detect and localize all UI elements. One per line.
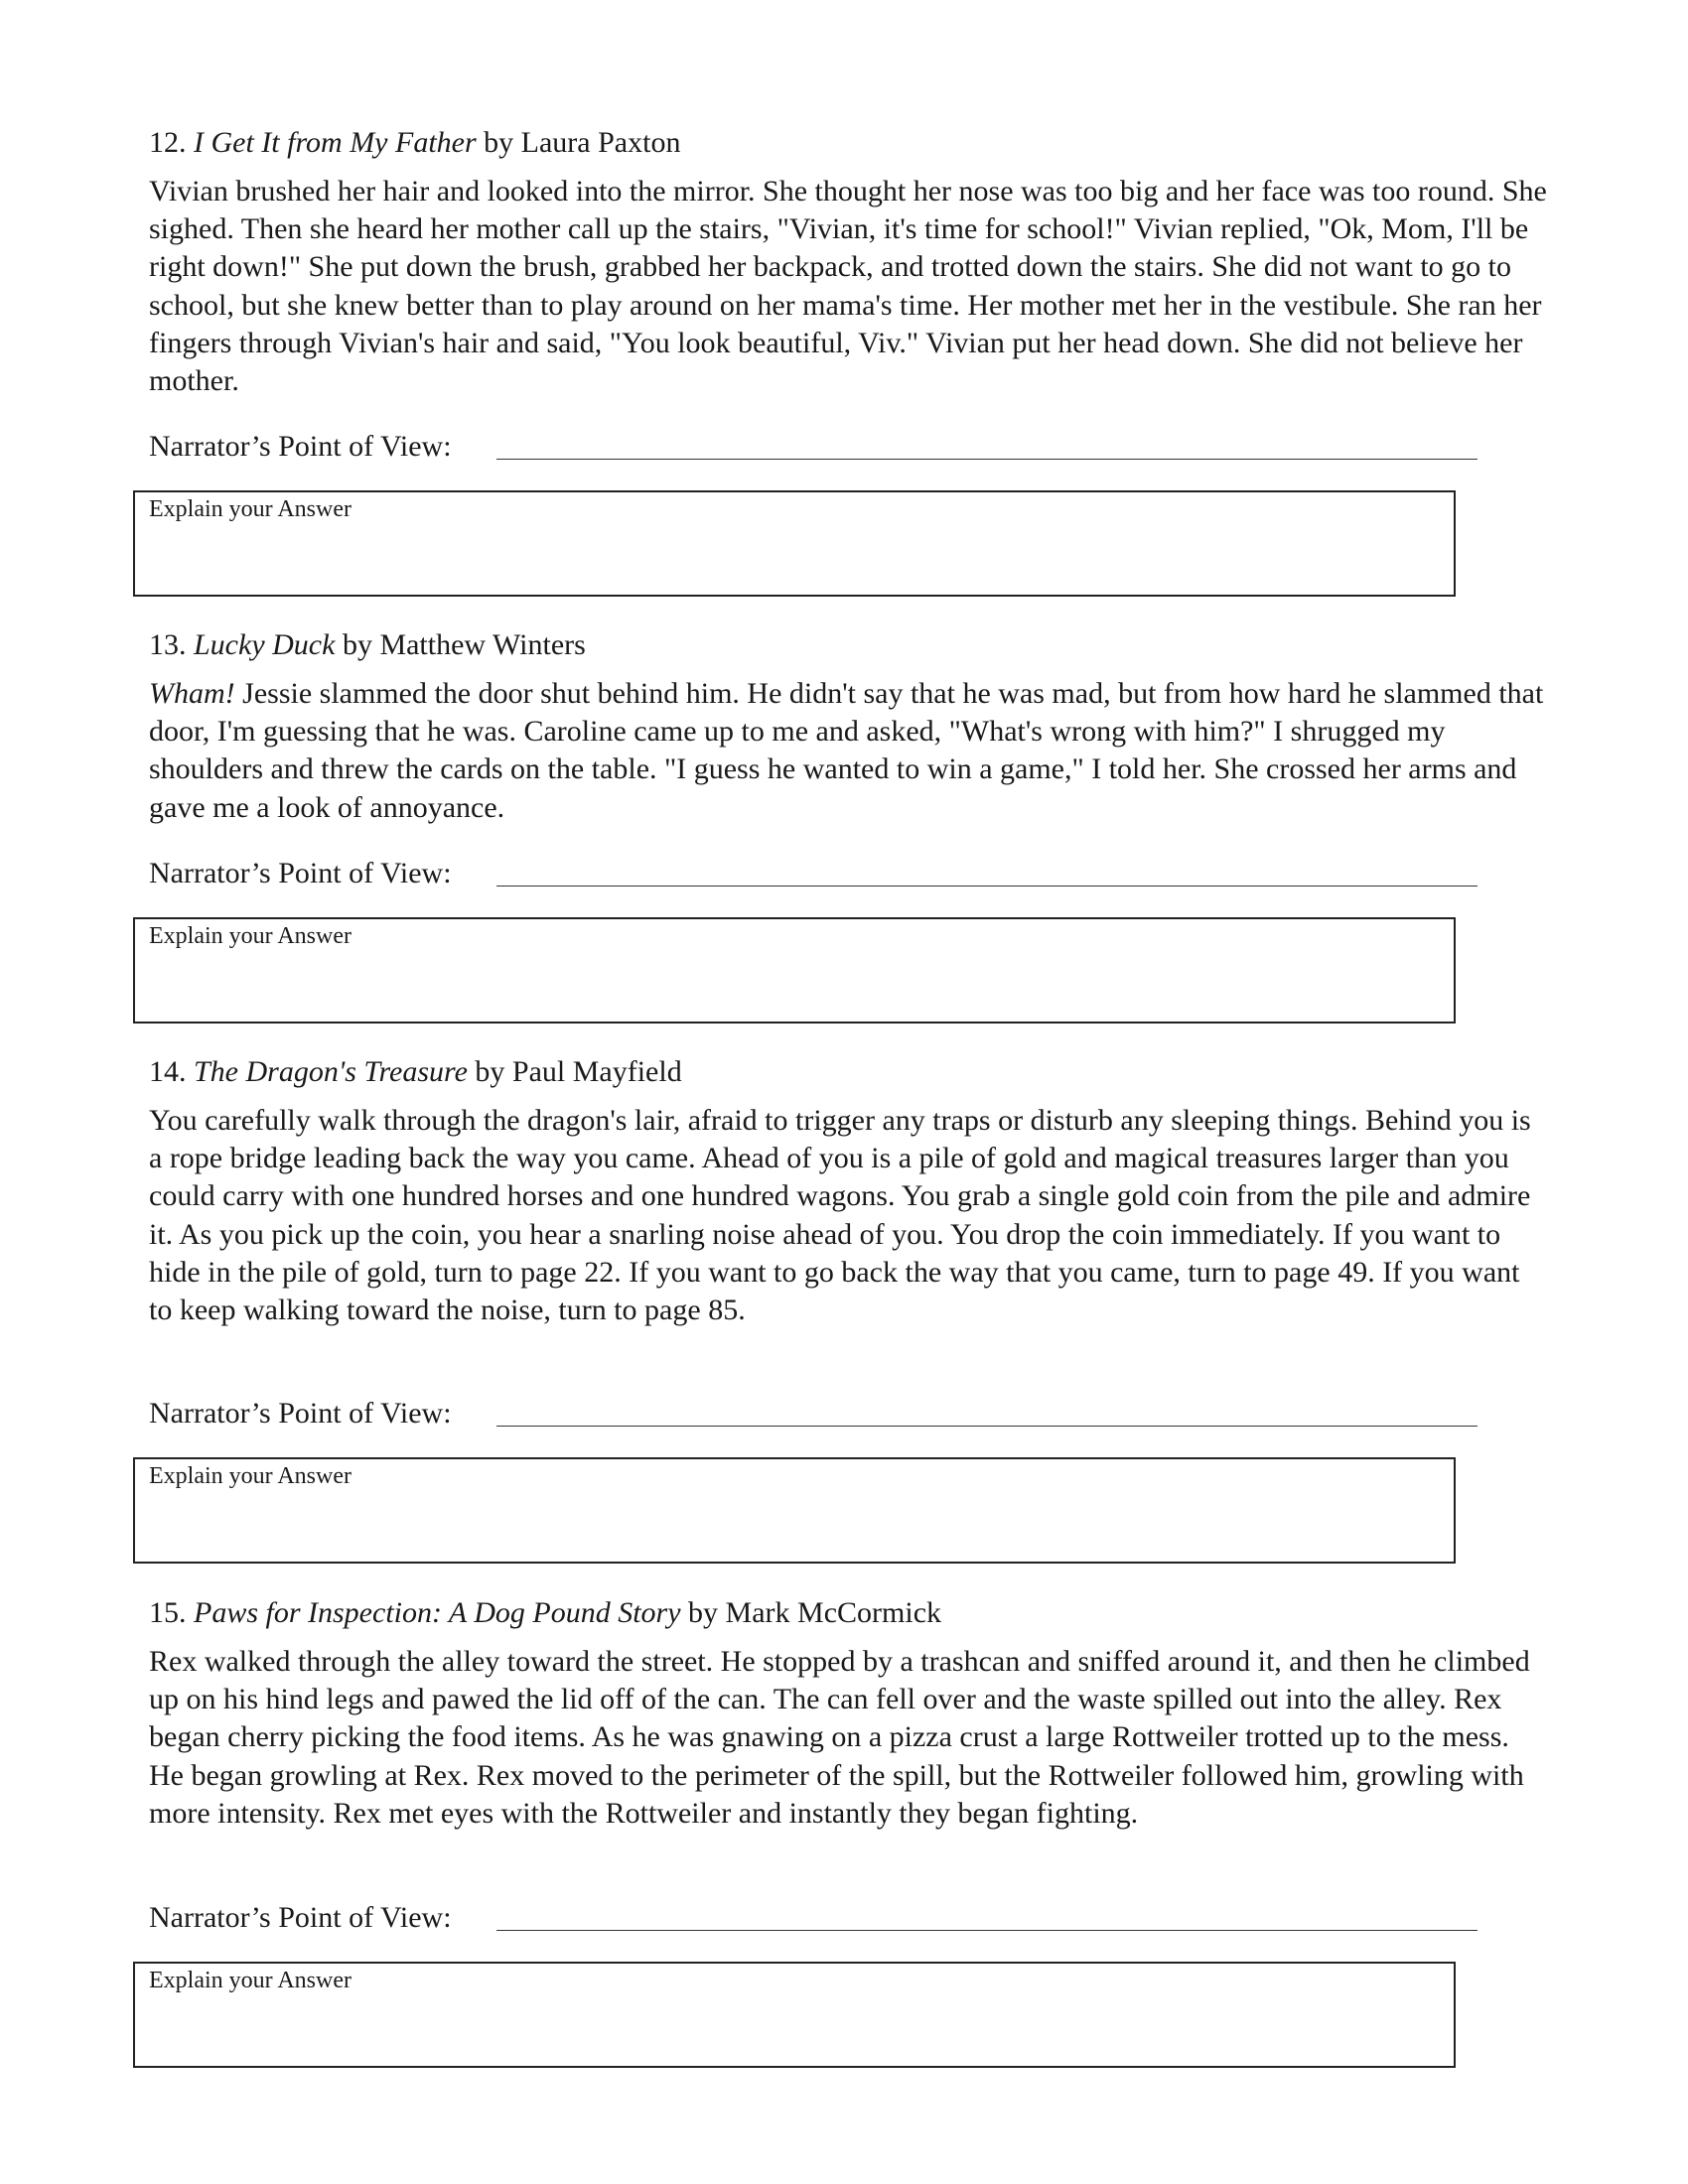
story-title: The Dragon's Treasure: [194, 1055, 468, 1088]
story-author: by Matthew Winters: [342, 628, 586, 661]
question-15: [149, 1595, 1539, 1993]
explain-answer-box[interactable]: [133, 917, 1456, 1024]
story-author: by Mark McCormick: [688, 1596, 942, 1629]
story-title: I Get It from My Father: [194, 126, 477, 159]
story-title: Lucky Duck: [194, 628, 336, 661]
narrator-pov-label: Narrator’s Point of View:: [149, 1397, 452, 1430]
question-13: [149, 627, 1544, 949]
passage-text: Rex walked through the alley toward the street. He stopped by a trashcan and sniffed around it, and then he climbed up on his hind legs and pawed the lid off of the can. The can fell over and the waste spilled out into the alley. Rex began cherry picking the food items. As he was gnawing on a pizza crust a large Rottweiler trotted up to the mess. He began growling at Rex. Rex moved to the perimeter of the spill, but the Rottweiler followed him, growling with more intensity. Rex met eyes with the Rottweiler and instantly they began fighting.: [149, 1645, 1530, 1830]
narrator-pov-row: [149, 856, 452, 891]
passage-lead-italic: Wham!: [149, 677, 235, 710]
passage: [149, 675, 1549, 827]
explain-answer-label: Explain your Answer: [149, 496, 352, 522]
question-number: 14.: [149, 1055, 187, 1088]
passage: [149, 1102, 1549, 1329]
explain-answer-box[interactable]: [133, 490, 1456, 597]
passage-text: Jessie slammed the door shut behind him. He didn't say that he was mad, but from how hard he slammed that door, I'm guessing that he was. Caroline came up to me and asked, "What's wrong with him?" I shrugged my shoulders and threw the cards on the table. "I guess he wanted to win a game," I told her. She crossed her arms and gave me a look of annoyance.: [149, 677, 1544, 824]
story-author: by Laura Paxton: [484, 126, 681, 159]
narrator-pov-row: [149, 429, 452, 465]
explain-answer-box[interactable]: [133, 1962, 1456, 2068]
question-heading: [149, 627, 1539, 663]
passage-text: You carefully walk through the dragon's lair, afraid to trigger any traps or disturb any sleeping things. Behind you is a rope bridge leading back the way you came. Ahead of you is a pile of gold and magical treasures larger than you could carry with one hundred horses and one hundred wagons. You grab a single gold coin from the pile and admire it. As you pick up the coin, you hear a snarling noise ahead of you. You drop the coin immediately. If you want to hide in the pile of gold, turn to page 22. If you want to go back the way that you came, turn to page 49. If you want to keep walking toward the noise, turn to page 85.: [149, 1104, 1531, 1327]
story-author: by Paul Mayfield: [475, 1055, 682, 1088]
passage: [149, 1643, 1549, 1833]
explain-answer-label: Explain your Answer: [149, 1463, 352, 1489]
explain-answer-box[interactable]: [133, 1457, 1456, 1564]
narrator-pov-row: [149, 1396, 452, 1432]
question-number: 12.: [149, 126, 187, 159]
question-heading: [149, 1595, 1539, 1631]
narrator-pov-label: Narrator’s Point of View:: [149, 1901, 452, 1934]
passage-text: Vivian brushed her hair and looked into the mirror. She thought her nose was too big and her face was too round. She sighed. Then she heard her mother call up the stairs, "Vivian, it's time for school!" Vivian replied, "Ok, Mom, I'll be right down!" She put down the brush, grabbed her backpack, and trotted down the stairs. She did not want to go to school, but she knew better than to play around on her mama's time. Her mother met her in the vestibule. She ran her fingers through Vivian's hair and said, "You look beautiful, Viv." Vivian put her head down. She did not believe her mother.: [149, 175, 1547, 398]
question-number: 13.: [149, 628, 187, 661]
question-heading: [149, 125, 1539, 161]
question-number: 15.: [149, 1596, 187, 1629]
narrator-pov-answer-line[interactable]: [496, 459, 1477, 460]
narrator-pov-answer-line[interactable]: [496, 886, 1477, 887]
narrator-pov-answer-line[interactable]: [496, 1930, 1477, 1931]
narrator-pov-label: Narrator’s Point of View:: [149, 857, 452, 889]
question-14: [149, 1054, 1539, 1489]
narrator-pov-answer-line[interactable]: [496, 1426, 1477, 1427]
narrator-pov-label: Narrator’s Point of View:: [149, 430, 452, 463]
question-heading: [149, 1054, 1539, 1090]
narrator-pov-row: [149, 1900, 452, 1936]
question-12: [149, 125, 1547, 522]
explain-answer-label: Explain your Answer: [149, 923, 352, 949]
explain-answer-label: Explain your Answer: [149, 1968, 352, 1993]
story-title: Paws for Inspection: A Dog Pound Story: [194, 1596, 681, 1629]
passage: [149, 173, 1549, 400]
